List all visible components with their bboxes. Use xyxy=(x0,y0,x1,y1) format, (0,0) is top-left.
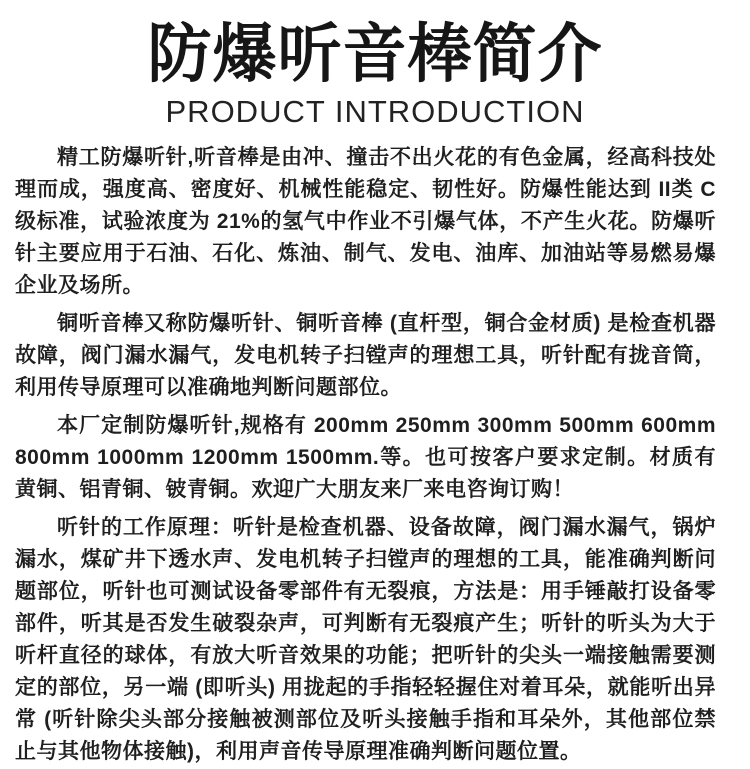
paragraph-working-principle: 听针的工作原理：听针是检查机器、设备故障，阀门漏水漏气，锅炉漏水，煤矿井下透水声、发电机转子扫镗声的理想的工具，能准确判断问题部位，听针也可测试设备零部件有无裂痕，方法是：用手锤敲打设备零部件，听其是否发生破裂杂声，可判断有无裂痕产生；听针的听头为大于听杆直径的球体，有放大听音效果的功能；把听针的尖头一端接触需要测定的部位，另一端 (即听头) 用拢起的手指轻轻握住对着耳朵，就能听出异常 (听针除尖头部分接触被测部位及听头接触手指和耳朵外，其他部位禁止与其他物体接触)，利用声音传导原理准确判断问题位置。 xyxy=(15,516,716,763)
paragraph-specifications: 本厂定制防爆听针,规格有 200mm 250mm 300mm 500mm 600mm 800mm 1000mm 1200mm 1500mm.等。也可按客户要求定制。材质有黄铜、铝青铜、铍青铜。欢迎广大朋友来厂来电咨询订购！ xyxy=(15,414,716,501)
page-title: 防爆听音棒简介 xyxy=(147,18,603,90)
paragraph-copper-rod: 铜听音棒又称防爆听针、铜听音棒 (直杆型，铜合金材质) 是检查机器故障，阀门漏水漏气，发电机转子扫镗声的理想工具，听针配有拢音筒，利用传导原理可以准确地判断问题部位。 xyxy=(15,312,716,399)
introduction-body xyxy=(0,142,750,768)
paragraph-overview: 精工防爆听针,听音棒是由冲、撞击不出火花的有色金属，经高科技处理而成，强度高、密度好、机械性能稳定、韧性好。防爆性能达到 II类 C级标准，试验浓度为 21%的氢气中作业不引爆气体，不产生火花。防爆听针主要应用于石油、石化、炼油、制气、发电、油库、加油站等易燃易爆企业及场所。 xyxy=(15,146,716,297)
page-subtitle: PRODUCT INTRODUCTION xyxy=(165,94,585,129)
